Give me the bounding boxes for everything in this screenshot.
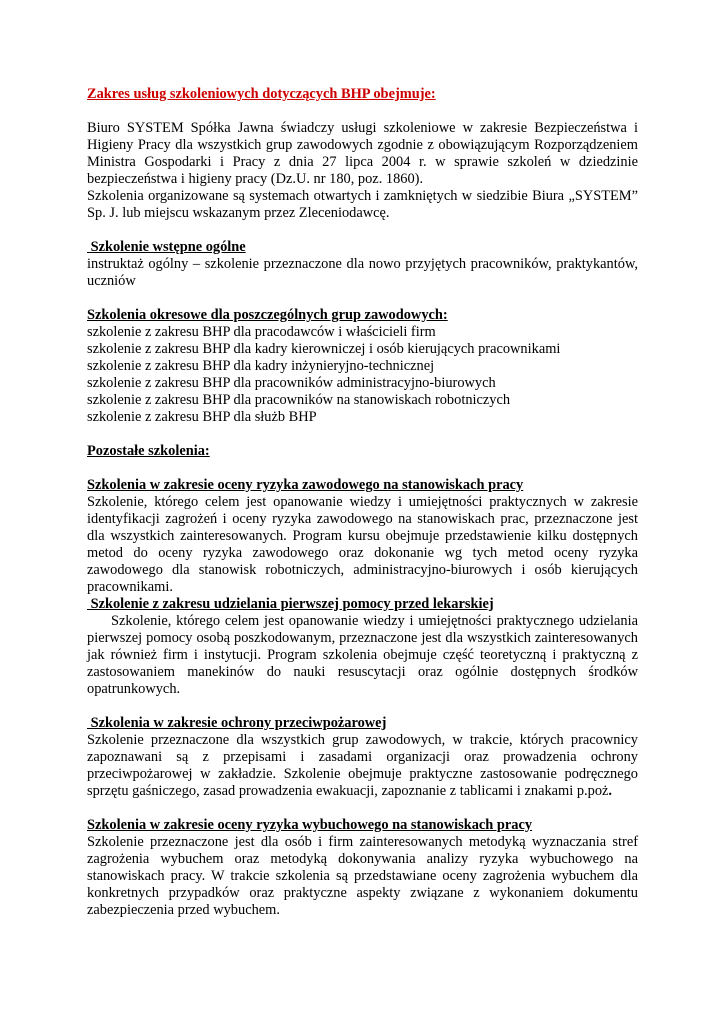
periodic-training-list	[87, 324, 638, 426]
intro-paragraph-1: Biuro SYSTEM Spółka Jawna świadczy usługi szkoleniowe w zakresie Bezpieczeństwa i Higieny Pracy dla wszystkich grup zawodowych zgodnie z obowiązującym Rozporządzeniem Ministra Gospodarki i Pracy z dnia 27 lipca 2004 r. w sprawie szkoleń w dziedzinie bezpieczeństwa i higieny pracy (Dz.U. nr 180, poz. 1860).	[87, 120, 638, 187]
explosion-training-heading: Szkolenia w zakresie oceny ryzyka wybuchowego na stanowiskach pracy	[87, 817, 533, 833]
document-page	[87, 86, 638, 919]
document-title: Zakres usług szkoleniowych dotyczących BHP obejmuje:	[87, 86, 436, 102]
list-item: szkolenie z zakresu BHP dla kadry inżynieryjno-technicznej	[87, 358, 435, 374]
periodic-training-heading: Szkolenia okresowe dla poszczególnych grup zawodowych:	[87, 307, 448, 323]
first-aid-training-text: Szkolenie, którego celem jest opanowanie wiedzy i umiejętności praktycznego udzielania pierwszej pomocy osobą poszkodowanym, przeznaczone jest dla wszystkich zainteresowanych jak również firm i instytucji. Program szkolenia obejmuje część teoretyczną i praktyczną z zastosowaniem manekinów do nauki resuscytacji oraz ogólnie dostępnych środków opatrunkowych.	[87, 613, 638, 697]
fire-training-heading: Szkolenia w zakresie ochrony przeciwpożarowej	[87, 715, 387, 731]
other-trainings-heading: Pozostałe szkolenia:	[87, 443, 210, 459]
list-item: szkolenie z zakresu BHP dla służb BHP	[87, 409, 317, 425]
risk-training-heading: Szkolenia w zakresie oceny ryzyka zawodowego na stanowiskach pracy	[87, 477, 524, 493]
first-aid-training-heading: Szkolenie z zakresu udzielania pierwszej pomocy przed lekarskiej	[87, 596, 494, 612]
explosion-training-text: Szkolenie przeznaczone jest dla osób i firm zainteresowanych metodyką wyznaczania stref zagrożenia wybuchem oraz metodyką dokonywania analizy ryzyka wybuchowego na stanowiskach pracy. W trakcie szkolenia są przedstawiane oceny zagrożenia wybuchem dla konkretnych przypadków oraz praktyczne aspekty związane z wykonaniem dokumentu zabezpieczenia przed wybuchem.	[87, 834, 638, 918]
initial-training-heading: Szkolenie wstępne ogólne	[87, 239, 246, 255]
risk-training-text: Szkolenie, którego celem jest opanowanie wiedzy i umiejętności praktycznych w zakresie identyfikacji zagrożeń i oceny ryzyka zawodowego na stanowiskach prac, przeznaczone jest dla wszystkich zainteresowanych. Program kursu obejmuje przedstawienie kilku dostępnych metod do oceny ryzyka zawodowego oraz dokonanie wg tych metod oceny ryzyka zawodowego dla stanowisk robotniczych, administracyjno-biurowych i osób kierujących pracownikami.	[87, 494, 638, 595]
list-item: szkolenie z zakresu BHP dla kadry kierowniczej i osób kierujących pracownikami	[87, 341, 561, 357]
initial-training-text: instruktaż ogólny – szkolenie przeznaczone dla nowo przyjętych pracowników, praktykantów, uczniów	[87, 256, 638, 289]
list-item: szkolenie z zakresu BHP dla pracowników na stanowiskach robotniczych	[87, 392, 511, 408]
intro-paragraph-2: Szkolenia organizowane są systemach otwartych i zamkniętych w siedzibie Biura „SYSTEM” Sp. J. lub miejscu wskazanym przez Zleceniodawcę.	[87, 188, 638, 221]
list-item: szkolenie z zakresu BHP dla pracodawców i właścicieli firm	[87, 324, 436, 340]
fire-training-paragraph	[87, 732, 638, 800]
fire-training-text-end: .	[608, 783, 613, 799]
list-item: szkolenie z zakresu BHP dla pracowników administracyjno-biurowych	[87, 375, 496, 391]
fire-training-text: Szkolenie przeznaczone dla wszystkich grup zawodowych, w trakcie, których pracownicy zapoznawani są z przepisami i zasadami organizacji oraz prowadzenia ochrony przeciwpożarowej w zakładzie. Szkolenie obejmuje praktyczne zastosowanie podręcznego sprzętu gaśniczego, zasad prowadzenia ewakuacji, zapoznanie z tablicami i znakami p.poż	[87, 732, 638, 799]
